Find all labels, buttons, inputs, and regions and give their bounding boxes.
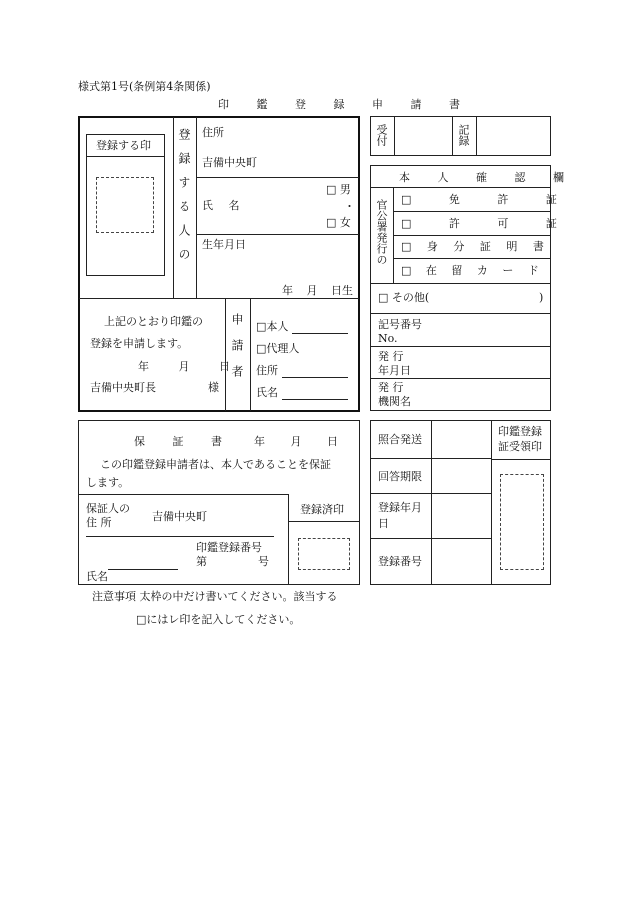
received-label: 受付 [375,124,388,146]
proxy-address-label: 住所 [256,364,278,377]
guarantor-name-label: 氏名 [86,570,108,583]
applicant-vertical-label: 申請者 [230,313,244,391]
form-number: 様式第1号(条例第4条関係) [78,80,211,93]
symbol-number-label: 記号番号 [378,318,422,331]
inquiry-sent-label: 照合発送 [378,433,422,446]
issuer-vertical-label: 官公署発行の [375,199,388,265]
permit-option[interactable]: □ 許 可 証 [401,217,557,230]
name-label: 氏 名 [202,199,246,212]
license-option[interactable]: □ 免 許 証 [401,193,557,206]
registration-date-label-2: 日 [378,517,389,530]
female-checkbox[interactable]: □ 女 [326,216,351,229]
guarantor-town[interactable]: 吉備中央町 [152,510,207,523]
residence-card-option[interactable]: □ 在 留 カ ー ド [401,264,539,277]
guarantor-reg-number-label: 印鑑登録番号 [196,541,262,554]
registrant-vertical-label: 登録する人の [177,128,191,272]
guarantor-number-suffix: 号 [258,555,269,568]
guarantor-address-label-1: 保証人の [86,502,130,515]
notes-line-1: 注意事項 太枠の中だけ書いてください。該当する [92,590,338,603]
guarantee-statement-2: します。 [86,476,130,489]
guarantor-address-label-2: 住 所 [86,516,112,529]
other-option[interactable]: □ その他( [378,291,430,304]
seal-box-label: 登録する印 [96,139,151,152]
registration-number-label: 登録番号 [378,555,422,568]
id-card-option[interactable]: □ 身 分 証 明 書 [401,240,544,253]
recorded-label: 記録 [457,124,470,146]
registered-seal-area[interactable] [298,538,350,570]
application-statement-1: 上記のとおり印鑑の [104,315,203,328]
identity-check-title: 本 人 確 認 欄 [399,171,576,184]
gender-separator: ・ [344,200,355,213]
receipt-seal-label-2: 証受領印 [498,440,542,453]
issue-date-label-2: 年月日 [378,364,411,377]
addressee-honorific: 様 [208,381,219,394]
addressee: 吉備中央町長 [90,381,156,394]
guarantee-date[interactable]: 年 月 日 [254,435,338,448]
proxy-checkbox[interactable]: □代理人 [256,342,300,355]
guarantee-title: 保 証 書 [134,435,234,448]
self-checkbox[interactable]: □本人 [256,320,289,333]
receipt-seal-area[interactable] [500,474,544,570]
male-checkbox[interactable]: □ 男 [326,183,351,196]
registered-seal-label: 登録済印 [300,503,344,516]
application-date[interactable]: 年 月 日 [138,360,230,373]
seal-impression-area[interactable] [96,177,154,233]
issue-date-label-1: 発 行 [378,350,404,363]
proxy-name-label: 氏名 [256,386,278,399]
guarantor-number-prefix: 第 [196,555,207,568]
notes-line-2: □にはレ印を記入してください。 [136,613,301,626]
form-title: 印 鑑 登 録 申 請 書 [218,98,472,111]
issuing-agency-label-2: 機関名 [378,395,411,408]
other-close-paren: ) [539,291,544,304]
application-statement-2: 登録を申請します。 [90,337,189,350]
address-label: 住所 [202,126,224,139]
registration-date-label-1: 登録年月 [378,501,422,514]
issuing-agency-label-1: 発 行 [378,381,404,394]
birthdate-label: 生年月日 [202,238,246,251]
guarantee-statement-1: この印鑑登録申請者は、本人であることを保証 [100,458,331,471]
birthdate-field[interactable]: 年 月 日生 [282,284,353,297]
receipt-seal-label-1: 印鑑登録 [498,425,542,438]
number-abbrev: No. [378,332,398,345]
reply-deadline-label: 回答期限 [378,470,422,483]
address-town[interactable]: 吉備中央町 [202,156,257,169]
